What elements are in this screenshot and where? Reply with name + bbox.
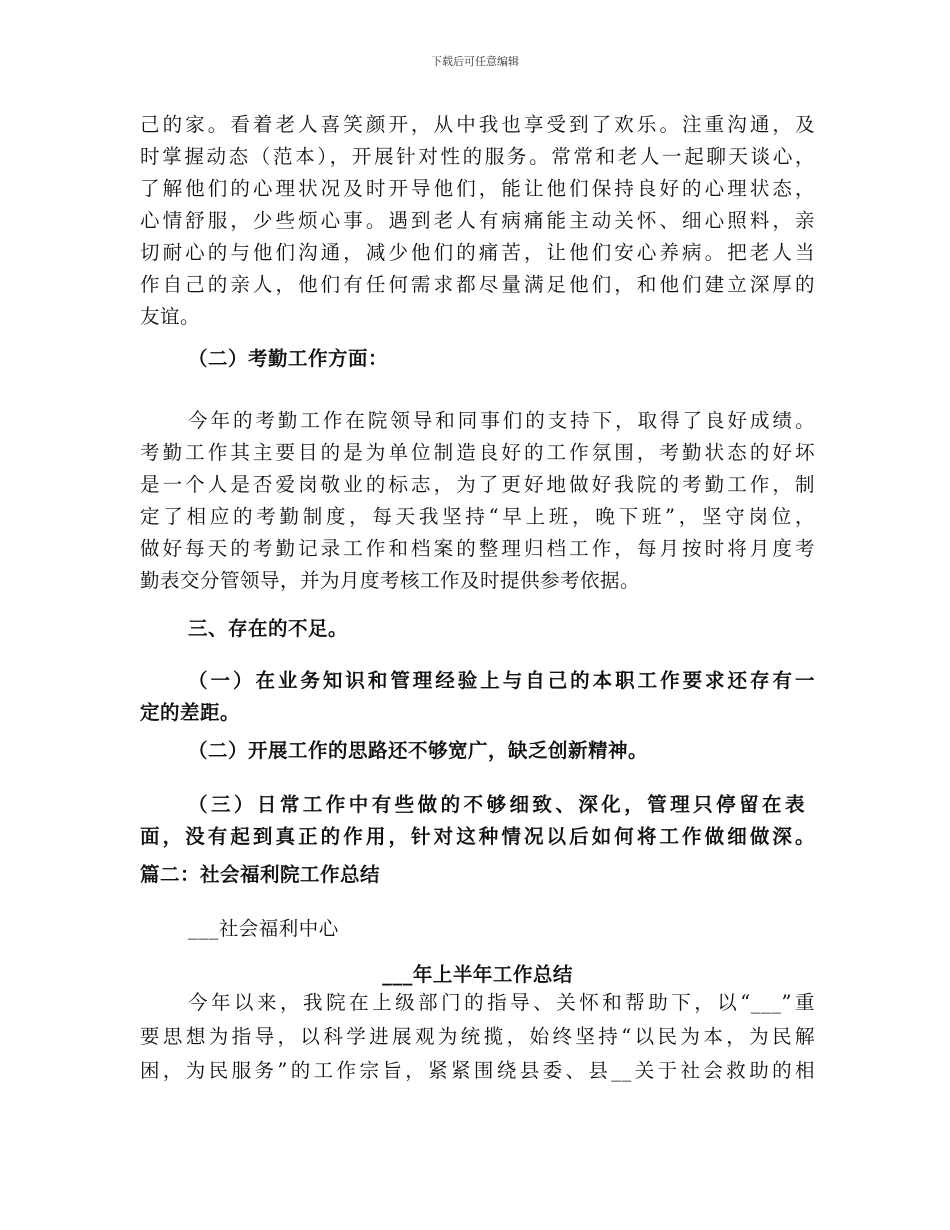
shortcoming-item-1: （一）在业务知识和管理经验上与自己的本职工作要求还存有一: [188, 669, 815, 692]
body-line: 困，为民服务”的工作宗旨，紧紧围绕县委、县__关于社会救助的相: [140, 1059, 815, 1082]
body-line: 友谊。: [140, 305, 201, 328]
organization-name: ___社会福利中心: [188, 917, 339, 940]
section-heading-shortcomings: 三、存在的不足。: [188, 617, 349, 640]
body-line: 心情舒服，少些烦心事。遇到老人有病痛能主动关怀、细心照料，亲: [140, 209, 815, 232]
page-header: 下载后可任意编辑: [431, 55, 519, 68]
body-line: 是一个人是否爱岗敬业的标志，为了更好地做好我院的考勤工作，制: [140, 473, 815, 496]
body-line: 时掌握动态（范本），开展针对性的服务。常常和老人一起聊天谈心，: [140, 145, 815, 168]
body-line: 今年的考勤工作在院领导和同事们的支持下，取得了良好成绩。: [188, 409, 815, 432]
shortcoming-item-1-cont: 定的差距。: [140, 701, 241, 724]
body-line: 定了相应的考勤制度，每天我坚持“早上班，晚下班”，坚守岗位，: [140, 505, 815, 528]
body-line: 要思想为指导，以科学进展观为统揽，始终坚持“以民为本，为民解: [140, 1025, 815, 1048]
body-line: 了解他们的心理状况及时开导他们，能让他们保持良好的心理状态，: [140, 177, 815, 200]
body-line: 做好每天的考勤记录工作和档案的整理归档工作，每月按时将月度考: [140, 537, 815, 560]
body-line: 切耐心的与他们沟通，减少他们的痛苦，让他们安心养病。把老人当: [140, 241, 815, 264]
shortcoming-item-2: （二）开展工作的思路还不够宽广，缺乏创新精神。: [188, 739, 649, 762]
shortcoming-item-3: （三）日常工作中有些做的不够细致、深化，管理只停留在表: [188, 793, 805, 816]
shortcoming-item-3-cont: 面，没有起到真正的作用，针对这种情况以后如何将工作做细做深。: [140, 825, 815, 848]
chapter-heading: 篇二：社会福利院工作总结: [140, 863, 381, 886]
body-line: 勤表交分管领导，并为月度考核工作及时提供参考依据。: [140, 569, 641, 592]
body-line: 今年以来，我院在上级部门的指导、关怀和帮助下，以“___”重: [188, 991, 815, 1014]
document-title: ___年上半年工作总结: [382, 963, 573, 986]
body-line: 考勤工作其主要目的是为单位制造良好的工作氛围，考勤状态的好坏: [140, 441, 815, 464]
body-line: 己的家。看着老人喜笑颜开，从中我也享受到了欢乐。注重沟通，及: [140, 113, 815, 136]
section-heading-attendance: （二）考勤工作方面：: [188, 347, 389, 370]
body-line: 作自己的亲人，他们有任何需求都尽量满足他们，和他们建立深厚的: [140, 273, 815, 296]
